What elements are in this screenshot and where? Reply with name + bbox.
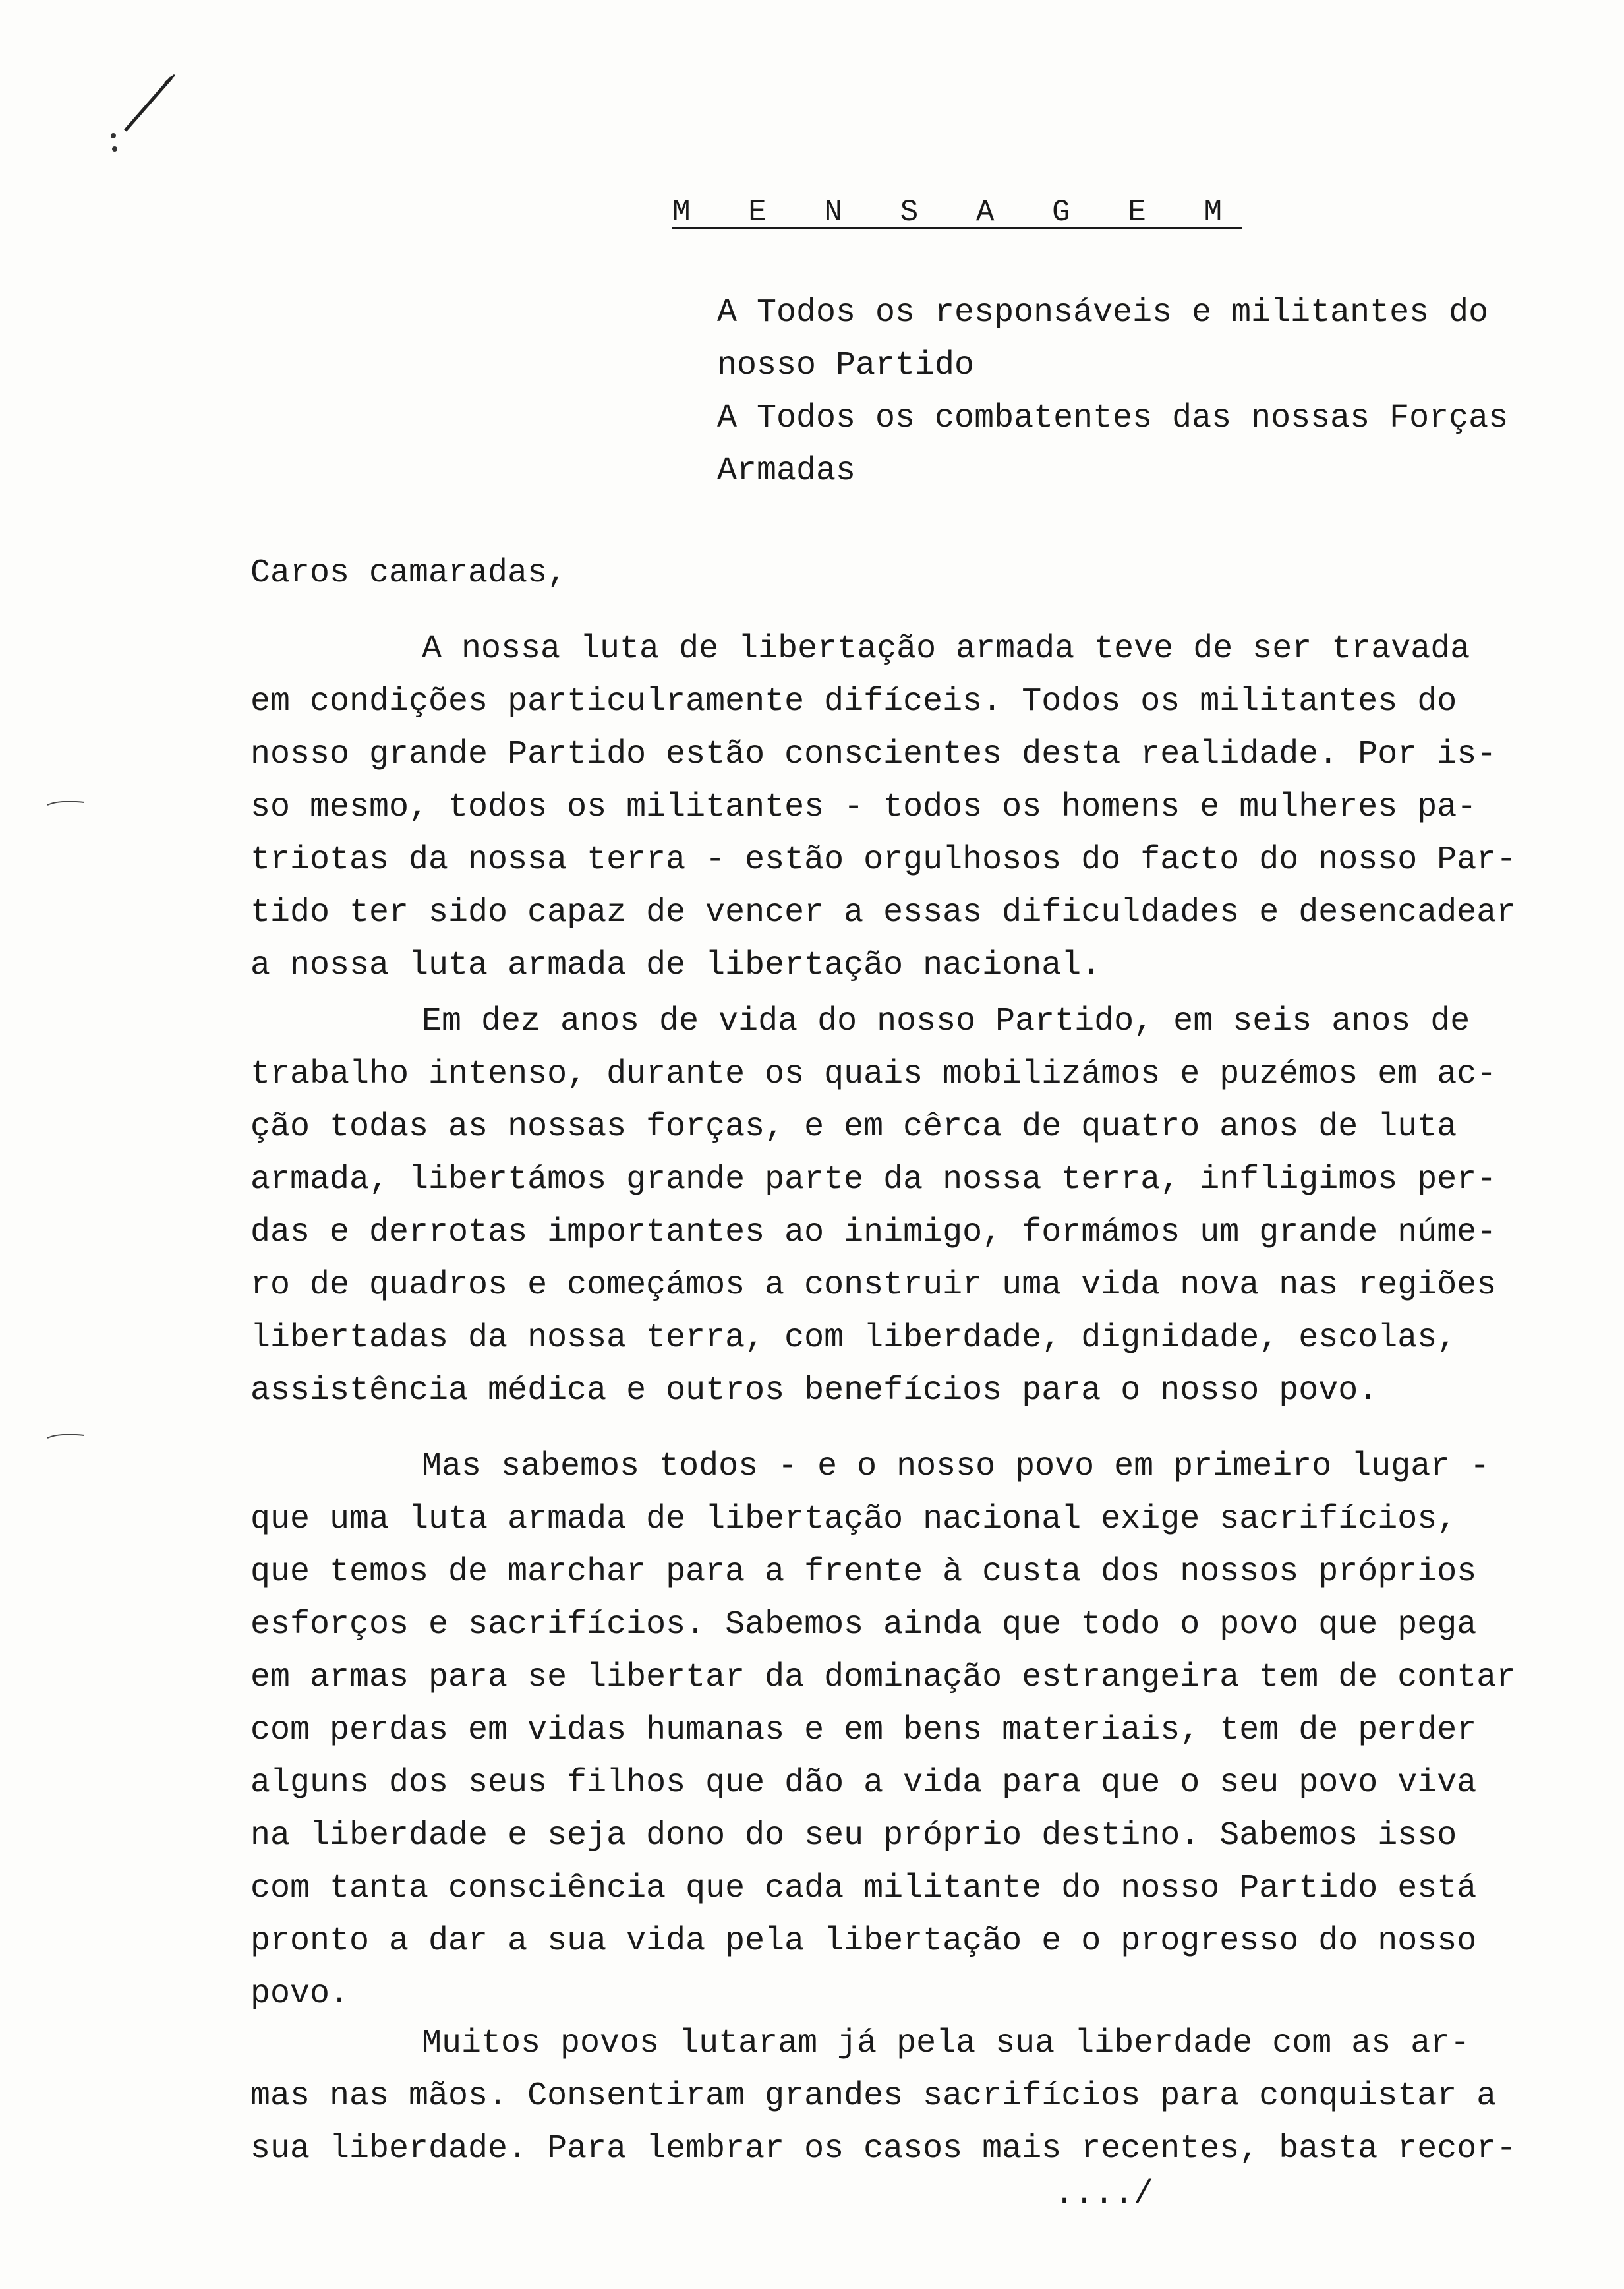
paragraph-line: pronto a dar a sua vida pela libertação e o progresso do nosso — [250, 1922, 1477, 1960]
addressee-line: nosso Partido — [717, 347, 975, 384]
paragraph-line: povo. — [250, 1975, 350, 2013]
continuation-mark: ..../ — [1055, 2176, 1154, 2213]
paragraph-line: que uma luta armada de libertação nacional exige sacrifícios, — [250, 1501, 1457, 1538]
paragraph-line: das e derrotas importantes ao inimigo, formámos um grande núme- — [250, 1214, 1497, 1251]
paragraph-line: triotas da nossa terra - estão orgulhosos do facto do nosso Par- — [250, 841, 1517, 879]
addressee-line: A Todos os combatentes das nossas Forças — [717, 400, 1509, 437]
addressee-line: A Todos os responsáveis e militantes do — [717, 294, 1489, 332]
paragraph-line: na liberdade e seja dono do seu próprio destino. Sabemos isso — [250, 1817, 1457, 1855]
paragraph-line: mas nas mãos. Consentiram grandes sacrifícios para conquistar a — [250, 2077, 1497, 2115]
paragraph-line: Muitos povos lutaram já pela sua liberdade com as ar- — [422, 2025, 1470, 2062]
paragraph-line: armada, libertámos grande parte da nossa terra, infligimos per- — [250, 1161, 1497, 1199]
paragraph-line: libertadas da nossa terra, com liberdade, dignidade, escolas, — [250, 1319, 1457, 1357]
paragraph-line: com tanta consciência que cada militante do nosso Partido está — [250, 1870, 1477, 1907]
addressee-line: Armadas — [717, 452, 856, 490]
paragraph-line: tido ter sido capaz de vencer a essas dificuldades e desencadear — [250, 894, 1517, 932]
salutation: Caros camaradas, — [250, 554, 567, 592]
paragraph-line: so mesmo, todos os militantes - todos os homens e mulheres pa- — [250, 788, 1477, 826]
document-title: M E N S A G E M — [672, 195, 1242, 229]
paragraph-line: ção todas as nossas forças, e em cêrca de quatro anos de luta — [250, 1108, 1457, 1146]
paragraph-line: Em dez anos de vida do nosso Partido, em seis anos de — [422, 1003, 1470, 1040]
paragraph-line: em condições particulramente difíceis. Todos os militantes do — [250, 683, 1457, 721]
paragraph-line: a nossa luta armada de libertação nacional. — [250, 947, 1101, 984]
paragraph-line: A nossa luta de libertação armada teve de ser travada — [422, 630, 1470, 668]
paragraph-line: esforços e sacrifícios. Sabemos ainda que todo o povo que pega — [250, 1606, 1477, 1644]
paragraph-line: que temos de marchar para a frente à custa dos nossos próprios — [250, 1553, 1477, 1591]
paragraph-line: Mas sabemos todos - e o nosso povo em primeiro lugar - — [422, 1448, 1490, 1485]
margin-tick-mark — [46, 801, 86, 806]
paragraph-line: nosso grande Partido estão conscientes desta realidade. Por is- — [250, 736, 1497, 773]
paragraph-line: ro de quadros e começámos a construir uma vida nova nas regiões — [250, 1266, 1497, 1304]
paragraph-line: sua liberdade. Para lembrar os casos mais recentes, basta recor- — [250, 2130, 1517, 2168]
paragraph-line: trabalho intenso, durante os quais mobilizámos e puzémos em ac- — [250, 1055, 1497, 1093]
paragraph-line: alguns dos seus filhos que dão a vida para que o seu povo viva — [250, 1764, 1477, 1802]
paragraph-line: assistência médica e outros benefícios para o nosso povo. — [250, 1372, 1378, 1410]
paragraph-line: em armas para se libertar da dominação estrangeira tem de contar — [250, 1659, 1517, 1696]
paragraph-line: com perdas em vidas humanas e em bens materiais, tem de perder — [250, 1711, 1477, 1749]
pen-mark — [105, 71, 185, 164]
margin-tick-mark — [46, 1434, 86, 1439]
